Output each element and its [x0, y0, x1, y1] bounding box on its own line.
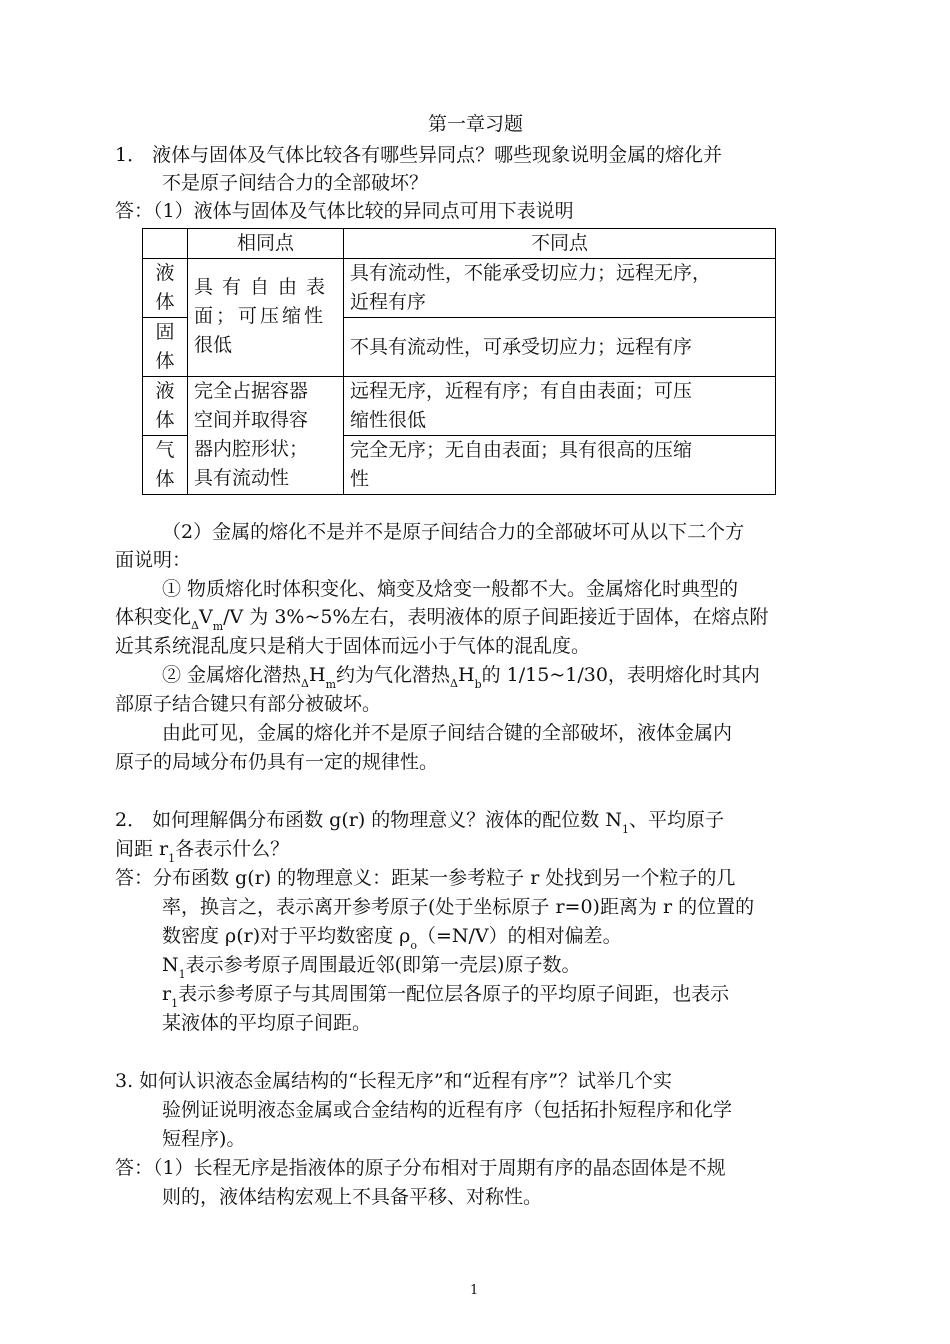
diff-cell: 具有流动性，不能承受切应力；远程无序， 近程有序: [344, 259, 776, 318]
q2-line1: 2． 如何理解偶分布函数 g(r) 的物理意义？液体的配位数 $N_1$、平均原子: [115, 809, 724, 836]
diff-cell: 完全无序；无自由表面；具有很高的压缩 性: [344, 436, 776, 495]
q1-p2-line3: ① 物质熔化时体积变化、熵变及焓变一般都不大。金属熔化时典型的: [162, 578, 739, 600]
q2-answer-line4: $N_1$表示参考原子周围最近邻(即第一壳层)原子数。: [162, 954, 581, 981]
q2-answer-line5: $r_1$表示参考原子与其周围第一配位层各原子的平均原子间距，也表示: [162, 983, 730, 1010]
q1-p2-line9: 原子的局域分布仍具有一定的规律性。: [115, 751, 439, 773]
diff-cell: 远程无序，近程有序；有自由表面；可压 缩性很低: [344, 377, 776, 436]
diff-cell: 不具有流动性，可承受切应力；远程有序: [344, 318, 776, 377]
q2-line2: 间距 $r_1$各表示什么？: [115, 838, 290, 865]
common-cell: 完全占据容器 空间并取得容 器内腔形状； 具有流动性: [188, 377, 344, 495]
q1-line2: 不是原子间结合力的全部破坏？: [162, 172, 429, 194]
q2-answer-line3: 数密度 ρ(r)对于平均数密度 $\rho_o(=N/V)$的相对偏差。: [162, 925, 622, 952]
common-cell: 具有自由表 面；可压缩性 很低: [188, 259, 344, 377]
state-cell: 气 体: [143, 436, 188, 495]
page-title: 第一章习题: [428, 113, 524, 135]
q3-line1: 3. 如何认识液态金属结构的“长程无序”和“近程有序”？试举几个实: [115, 1070, 673, 1092]
q2-answer-line2: 率，换言之，表示离开参考原子(处于坐标原子 r=0)距离为 r 的位置的: [162, 896, 755, 918]
q1-p2-line7: 部原子结合键只有部分被破坏。: [115, 693, 382, 715]
q1-line1: 1． 液体与固体及气体比较各有哪些异同点？哪些现象说明金属的熔化并: [115, 144, 723, 166]
q3-line3: 短程序)。: [162, 1128, 246, 1150]
q1-p2-line2: 面说明：: [115, 549, 192, 571]
table-header-common: 相同点: [188, 229, 344, 259]
q3-answer-line2: 则的，液体结构宏观上不具备平移、对称性。: [162, 1186, 543, 1208]
page-number: 1: [470, 1283, 479, 1298]
comparison-table: [142, 228, 776, 495]
q1-p2-line5: 近其系统混乱度只是稍大于固体而远小于气体的混乱度。: [115, 635, 591, 657]
q2-answer-line6: 某液体的平均原子间距。: [162, 1012, 372, 1034]
table-row: [143, 259, 776, 318]
q1-p2-line4: 体积变化$_\Delta V_m/V$ 为 3%~5%左右，表明液体的原子间距接近于固体，在熔点附: [115, 606, 769, 633]
q1-p2-line1: （2）金属的熔化不是并不是原子间结合力的全部破坏可从以下二个方: [162, 521, 745, 543]
table-row: [143, 377, 776, 436]
q1-p2-line6: ② 金属熔化潜热$_\Delta H_m$约为气化潜热$_\Delta H_b$的 1/15~1/30，表明熔化时其内: [162, 664, 760, 691]
table-header-empty: [143, 229, 188, 259]
state-cell: 固 体: [143, 318, 188, 377]
state-cell: 液 体: [143, 259, 188, 318]
q1-p2-line8: 由此可见，金属的熔化并不是原子间结合键的全部破坏，液体金属内: [162, 722, 733, 744]
q3-answer-line1: 答：（1）长程无序是指液体的原子分布相对于周期有序的晶态固体是不规: [115, 1157, 726, 1179]
q3-line2: 验例证说明液态金属或合金结构的近程有序（包括拓扑短程序和化学: [162, 1099, 733, 1121]
q2-answer-line1: 答：分布函数 g(r) 的物理意义：距某一参考粒子 r 处找到另一个粒子的几: [115, 867, 736, 889]
table-header-row: [143, 229, 776, 259]
q1-answer-intro: 答：（1）液体与固体及气体比较的异同点可用下表说明: [115, 200, 574, 222]
state-cell: 液 体: [143, 377, 188, 436]
table-header-diff: 不同点: [344, 229, 776, 259]
